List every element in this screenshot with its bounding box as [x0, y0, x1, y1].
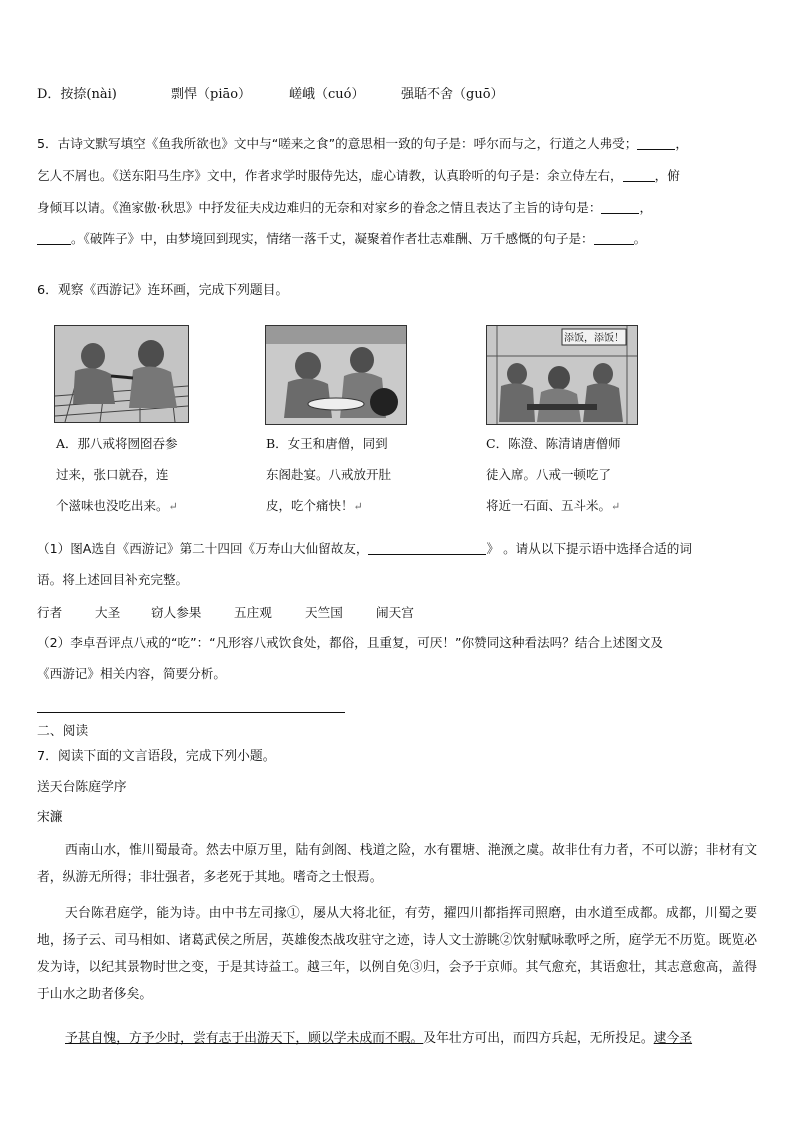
caption-a-line-1: A．那八戒将囫囵吞参	[56, 436, 178, 451]
q5-punct-3: ，	[639, 200, 653, 215]
q5-line-1	[37, 135, 688, 153]
q5-text-1: 5．古诗文默写填空《鱼我所欲也》文中与“嗟来之食”的意思相一致的句子是：呼尔而与之，行道之人弗受；	[37, 136, 638, 151]
q5-punct-1: ，	[675, 136, 688, 151]
choice-2: 大圣	[95, 605, 121, 620]
choice-6: 闹天宫	[376, 605, 414, 620]
choice-3: 窃人参果	[151, 605, 202, 620]
caption-c-line-1: C．陈澄、陈清请唐僧师	[486, 436, 621, 451]
caption-b-line-2: 东阁赴宴。八戒放开肚	[266, 467, 392, 482]
option-d-word-2: 剽悍（piāo）	[171, 87, 252, 102]
q6-sub1-text: （1）图A选自《西游记》第二十四回《万寿山大仙留故友，	[37, 541, 369, 556]
illustration-b	[265, 325, 407, 425]
q7-title: 7．阅读下面的文言语段，完成下列小题。	[37, 749, 276, 764]
caption-b-line-3	[266, 497, 363, 516]
q5-blank-4[interactable]	[37, 230, 71, 245]
q6-sub2-line-2: 《西游记》相关内容，简要分析。	[37, 666, 226, 681]
q5-blank-5[interactable]	[594, 230, 634, 245]
q5-text-2: 乞人不屑也。《送东阳马生序》文中，作者求学时服侍先达，虚心请教，认真聆听的句子是：余立侍左右，	[37, 168, 623, 183]
q5-line-2	[37, 167, 680, 185]
caption-a-line-3	[56, 497, 178, 516]
underlined-tail: 逮今圣	[653, 1031, 693, 1046]
illustration-c	[486, 325, 638, 425]
choice-5: 天竺国	[305, 605, 343, 620]
passage-paragraph-1: 西南山水，惟川蜀最奇。然去中原万里，陆有剑阁、栈道之险，水有瞿塘、滟滪之虞。故非仕有力者，不可以游；非材有文者，纵游无所得；非壮强者，多老死于其地。嗜奇之士恨焉。	[37, 843, 757, 885]
return-mark-icon: ↵	[611, 500, 621, 513]
q6-sub1-text-end: 》 。请从以下提示语中选择合适的词	[486, 541, 692, 556]
illustration-c-banner: 添饭，添饭！	[564, 333, 624, 344]
underlined-sentence: 予甚自愧，方予少时，尝有志于出游天下，顾以学未成而不暇。	[65, 1031, 424, 1046]
option-d-word-3: 嵯峨（cuó）	[289, 87, 365, 102]
passage-paragraph-3	[37, 1025, 757, 1052]
return-mark-icon: ↵	[353, 500, 363, 513]
q5-blank-1[interactable]	[637, 135, 675, 150]
q5-line-3	[37, 199, 652, 217]
q5-blank-3[interactable]	[601, 199, 639, 214]
section-heading: 二、阅读	[37, 724, 89, 739]
illustration-a	[54, 325, 189, 423]
caption-a-line-3-text: 个滋味也没吃出来。	[56, 498, 169, 513]
q6-sub2-line-1: （2）李卓吾评点八戒的“吃”：“凡形容八戒饮食处，都俗，且重复，可厌！”你赞同这种看法吗？结合上述图文及	[37, 635, 664, 650]
q5-punct-5: 。	[633, 231, 647, 246]
q5-line-4	[37, 230, 646, 248]
q5-text-3: 身倾耳以请。《渔家傲·秋思》中抒发征夫戍边难归的无奈和对家乡的眷念之情且表达了主旨的诗句是：	[37, 200, 602, 215]
q6-sub1-blank[interactable]	[368, 540, 486, 555]
q5-punct-2: ，俯	[654, 168, 680, 183]
option-d-word-4: 强聒不舍（guō）	[401, 87, 504, 102]
caption-c-line-2: 徒入席。八戒一顿吃了	[486, 467, 612, 482]
q6-title: 6．观察《西游记》连环画，完成下列题目。	[37, 283, 289, 298]
q5-text-4: 。《破阵子》中，由梦境回到现实，情绪一落千丈，凝聚着作者壮志难酬、万千感慨的句子是：	[71, 231, 594, 246]
q6-sub1-line-2: 语。将上述回目补充完整。	[37, 572, 189, 587]
caption-a-line-2: 过来，张口就吞，连	[56, 467, 169, 482]
caption-c-line-3	[486, 497, 620, 516]
q6-sub1-line-1	[37, 540, 692, 558]
choice-1: 行者	[37, 605, 63, 620]
caption-c-line-3-text: 将近一石面、五斗米。	[486, 498, 612, 513]
caption-b-line-3-text: 皮，吃个痛快！	[266, 498, 354, 513]
passage-paragraph-2: 天台陈君庭学，能为诗。由中书左司掾①，屡从大将北征，有劳，擢四川都指挥司照磨，由水道至成都。成都，川蜀之要地，扬子云、司马相如、诸葛武侯之所居，英雄俊杰战攻驻守之迹，诗人文士游眺②饮射赋咏歌呼之所，庭学无不历览。既览必发为诗，以纪其景物时世之变，于是其诗益工。越三年，以例自免③归，会予于京师。其气愈充，其语愈壮，其志意愈高，盖得于山水之助者侈矣。	[37, 906, 757, 1002]
return-mark-icon: ↵	[168, 500, 178, 513]
passage-title: 送天台陈庭学序	[37, 780, 127, 795]
option-d-word-1: D．按捺(nài)	[37, 87, 117, 102]
q5-blank-2[interactable]	[623, 167, 655, 182]
choice-4: 五庄观	[234, 605, 272, 620]
answer-line	[37, 712, 345, 713]
passage-author: 宋濂	[37, 810, 63, 825]
caption-b-line-1: B．女王和唐僧，同到	[266, 436, 388, 451]
paragraph-3-text: 及年壮方可出，而四方兵起，无所投足。	[423, 1031, 654, 1046]
